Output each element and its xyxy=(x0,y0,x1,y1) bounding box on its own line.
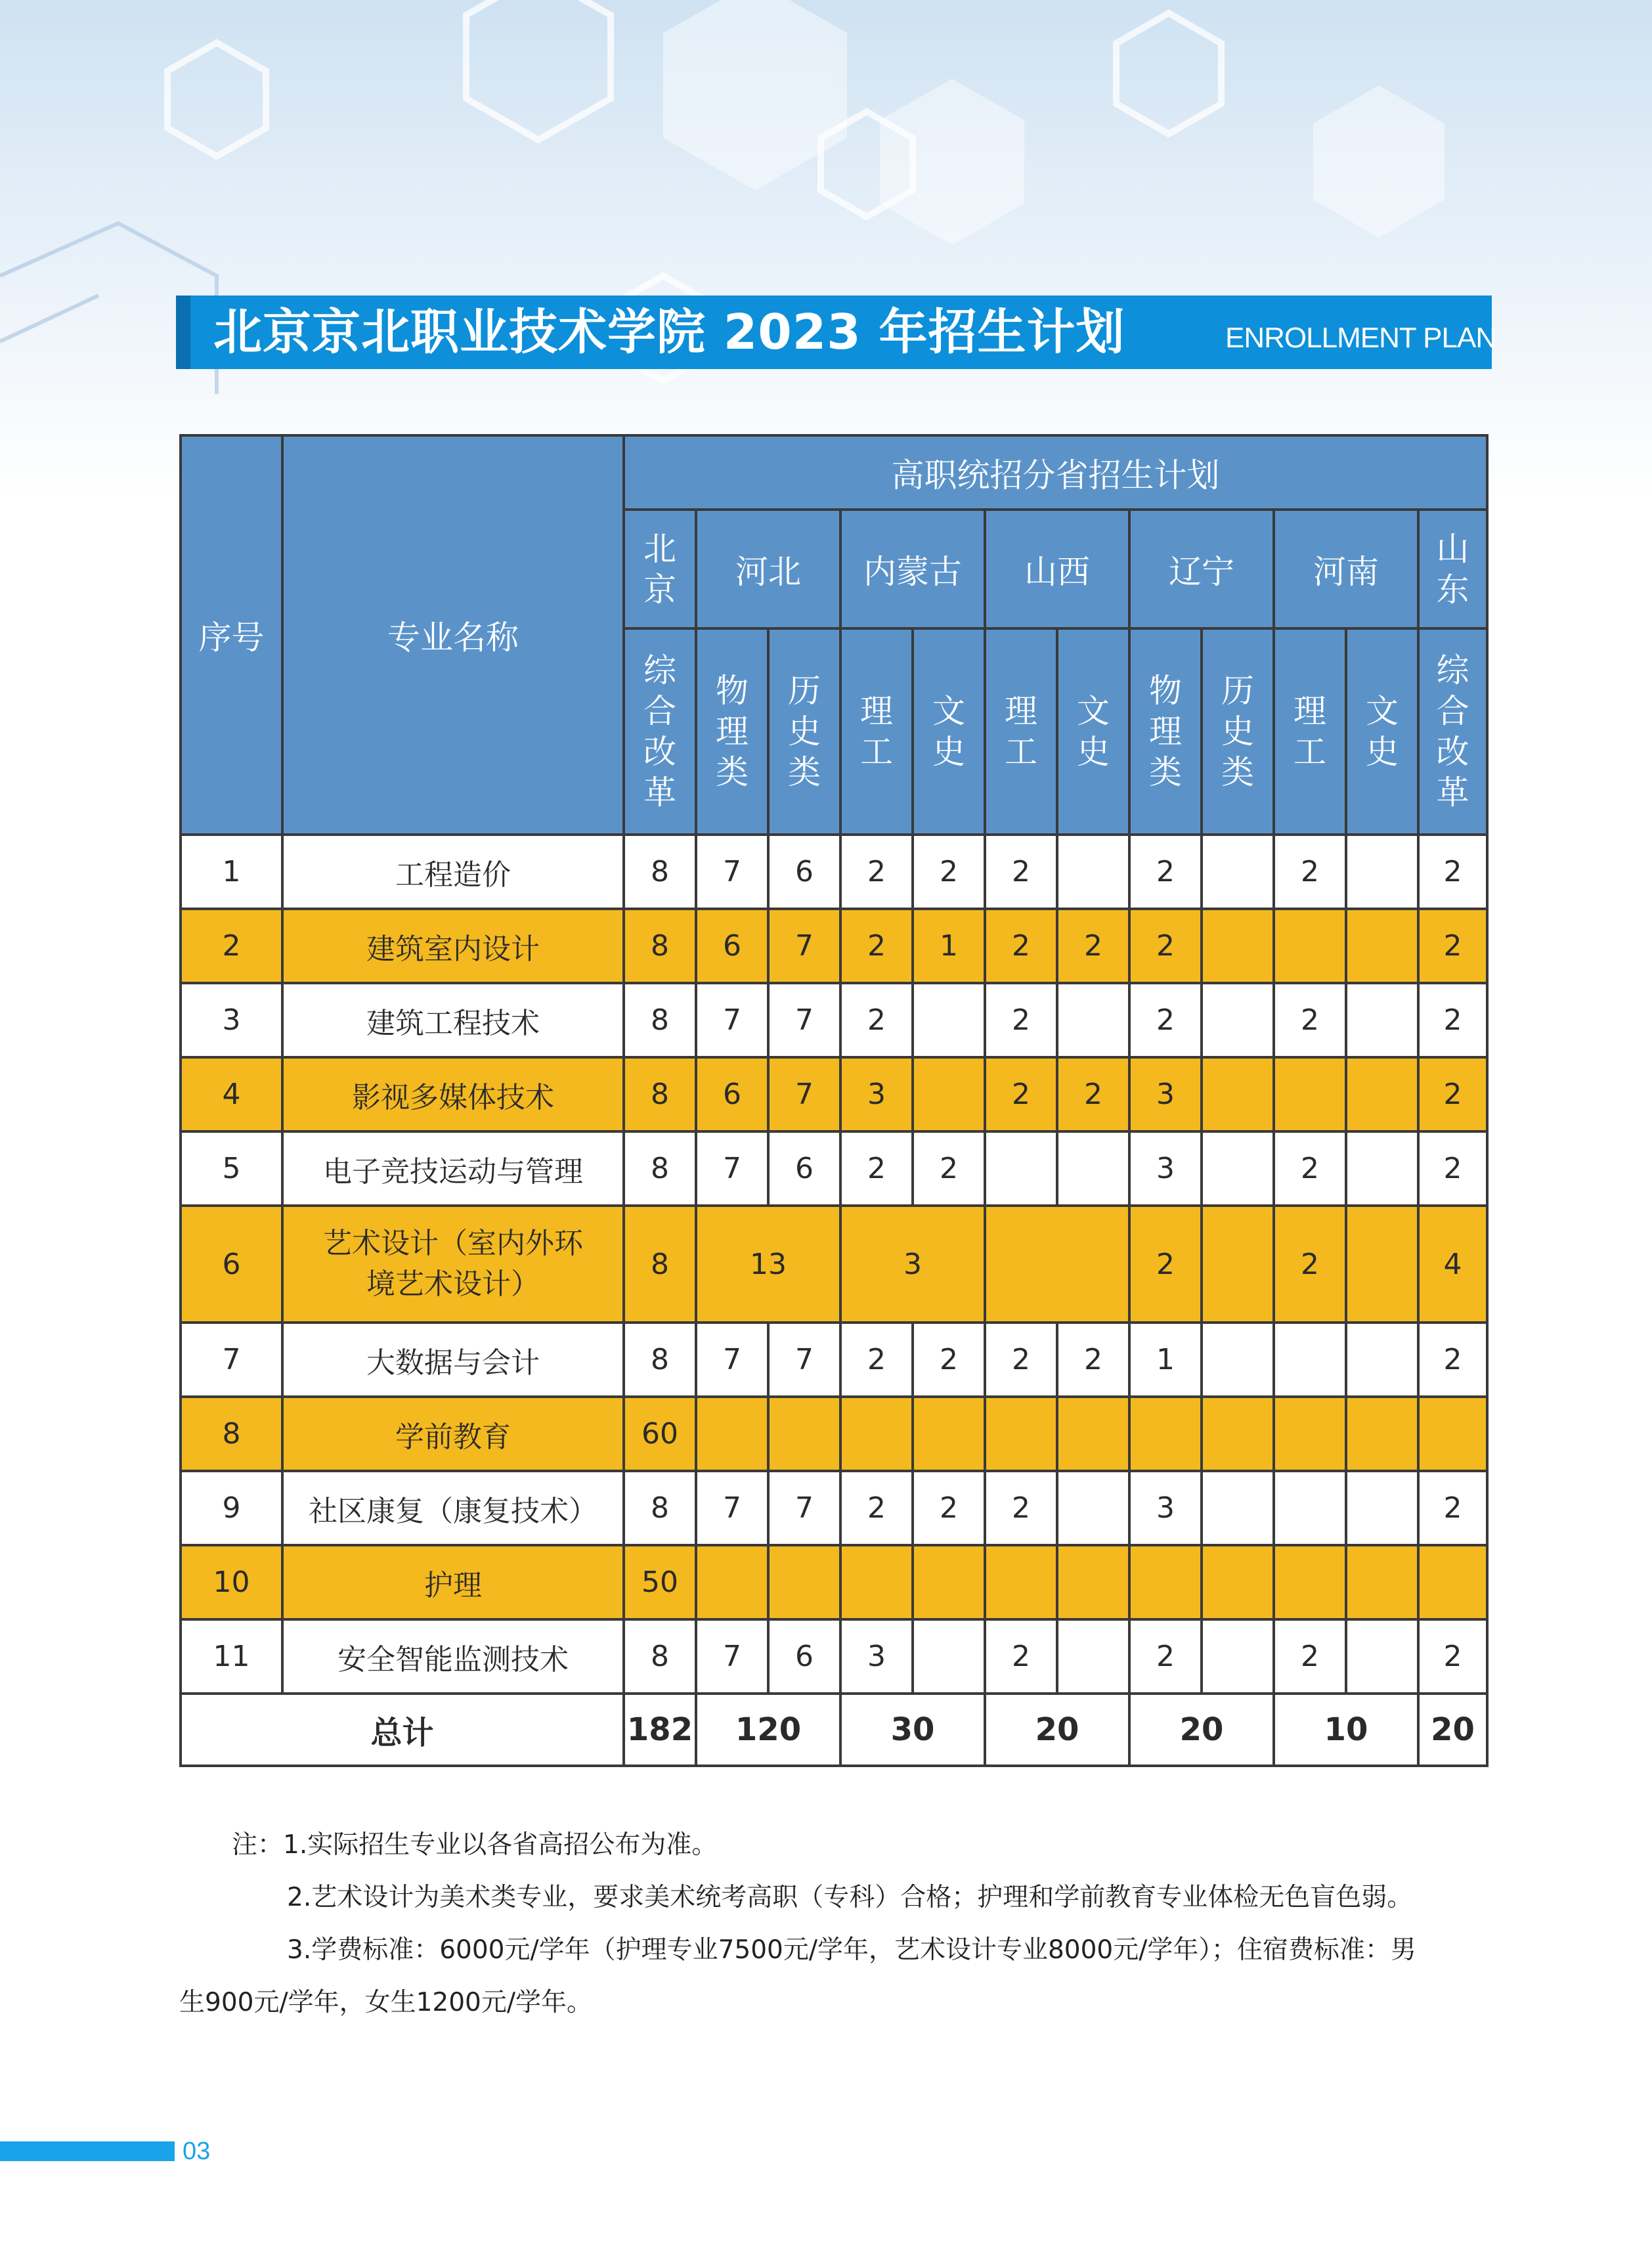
cell-value xyxy=(1346,1131,1418,1206)
cell-value xyxy=(1129,1545,1202,1619)
cell-value: 2 xyxy=(1129,1619,1202,1694)
cell-value: 8 xyxy=(624,1057,696,1131)
cell-value xyxy=(1202,1323,1274,1397)
vertical-char: 史 xyxy=(1366,733,1399,771)
cell-value xyxy=(768,1397,840,1471)
cell-value: 2 xyxy=(1274,1619,1346,1694)
cell-value xyxy=(840,1397,913,1471)
cell-value: 2 xyxy=(913,835,985,909)
cell-value: 8 xyxy=(624,1619,696,1694)
cell-value xyxy=(696,1397,768,1471)
header-subject xyxy=(985,628,1057,835)
cell-value xyxy=(913,983,985,1057)
header-subject xyxy=(624,628,696,835)
vertical-char: 综 xyxy=(643,651,676,690)
cell-major: 护理 xyxy=(282,1545,624,1619)
cell-seq: 3 xyxy=(181,983,282,1057)
cell-value xyxy=(1057,1471,1129,1545)
vertical-char: 理 xyxy=(1293,692,1326,730)
vertical-char: 理 xyxy=(716,712,749,751)
cell-value: 2 xyxy=(1129,835,1202,909)
cell-value: 2 xyxy=(840,835,913,909)
vertical-char: 改 xyxy=(643,733,676,771)
header-seq: 序号 xyxy=(181,435,282,835)
enrollment-table xyxy=(179,434,1489,1767)
cell-seq: 11 xyxy=(181,1619,282,1694)
header-province-liaoning: 辽宁 xyxy=(1129,510,1274,628)
total-value: 30 xyxy=(840,1694,985,1766)
cell-value: 3 xyxy=(1129,1131,1202,1206)
cell-value: 2 xyxy=(913,1471,985,1545)
cell-value: 7 xyxy=(768,1323,840,1397)
cell-value: 2 xyxy=(913,1323,985,1397)
vertical-char: 京 xyxy=(643,570,676,609)
vertical-char: 类 xyxy=(788,753,821,791)
cell-value: 8 xyxy=(624,909,696,983)
cell-value xyxy=(1418,1545,1487,1619)
table-row xyxy=(181,1397,1487,1471)
table-row xyxy=(181,1131,1487,1206)
cell-major: 影视多媒体技术 xyxy=(282,1057,624,1131)
vertical-char: 历 xyxy=(788,672,821,710)
cell-major: 安全智能监测技术 xyxy=(282,1619,624,1694)
cell-value: 50 xyxy=(624,1545,696,1619)
cell-major: 社区康复（康复技术） xyxy=(282,1471,624,1545)
header-province-beijing xyxy=(624,510,696,628)
header-subject xyxy=(1129,628,1202,835)
cell-value xyxy=(1129,1397,1202,1471)
vertical-text xyxy=(1347,691,1417,772)
cell-major-line: 艺术设计（室内外环 xyxy=(323,1227,583,1260)
cell-value xyxy=(1057,1619,1129,1694)
notes xyxy=(179,1819,1492,2029)
cell-value: 2 xyxy=(1418,835,1487,909)
cell-value: 2 xyxy=(840,1471,913,1545)
header-province-neimenggu: 内蒙古 xyxy=(840,510,985,628)
cell-value xyxy=(1418,1397,1487,1471)
table-row xyxy=(181,983,1487,1057)
page-number: 03 xyxy=(183,2137,211,2165)
vertical-char: 山 xyxy=(1436,529,1469,568)
cell-value xyxy=(1057,835,1129,909)
header-province-henan: 河南 xyxy=(1274,510,1418,628)
cell-value-merged: 13 xyxy=(696,1206,840,1323)
header-subject xyxy=(1057,628,1129,835)
cell-value: 2 xyxy=(1057,1323,1129,1397)
table-row xyxy=(181,1545,1487,1619)
vertical-char: 理 xyxy=(860,692,893,730)
cell-value: 2 xyxy=(1418,1323,1487,1397)
vertical-text xyxy=(625,650,695,813)
vertical-char: 文 xyxy=(1366,692,1399,730)
vertical-text xyxy=(986,691,1056,772)
vertical-char: 东 xyxy=(1436,570,1469,609)
vertical-char: 类 xyxy=(716,753,749,791)
cell-value: 2 xyxy=(1057,909,1129,983)
note-line: 注：1.实际招生专业以各省高招公布为准。 xyxy=(232,1830,718,1860)
cell-value xyxy=(1202,1131,1274,1206)
cell-value: 2 xyxy=(913,1131,985,1206)
total-value: 20 xyxy=(1129,1694,1274,1766)
table-row xyxy=(181,1057,1487,1131)
table-row xyxy=(181,1323,1487,1397)
vertical-char: 理 xyxy=(1149,712,1182,751)
cell-major-line: 境艺术设计） xyxy=(366,1267,540,1301)
cell-value xyxy=(1274,1323,1346,1397)
cell-value xyxy=(1346,1206,1418,1323)
vertical-char: 工 xyxy=(1293,733,1326,771)
vertical-text xyxy=(770,670,839,793)
vertical-char: 革 xyxy=(1436,774,1469,812)
cell-major xyxy=(282,1206,624,1323)
vertical-text xyxy=(914,691,984,772)
cell-value xyxy=(1202,835,1274,909)
header-subject xyxy=(913,628,985,835)
cell-value: 2 xyxy=(985,1323,1057,1397)
cell-value xyxy=(913,1397,985,1471)
cell-value xyxy=(1202,1057,1274,1131)
cell-major: 大数据与会计 xyxy=(282,1323,624,1397)
vertical-char: 北 xyxy=(643,529,676,568)
vertical-char: 合 xyxy=(1436,692,1469,730)
cell-value xyxy=(1202,1545,1274,1619)
table-total-row xyxy=(181,1694,1487,1766)
cell-value: 3 xyxy=(840,1057,913,1131)
cell-value xyxy=(1274,1397,1346,1471)
cell-value xyxy=(1057,1397,1129,1471)
total-value: 120 xyxy=(696,1694,840,1766)
cell-value xyxy=(1274,1057,1346,1131)
vertical-text xyxy=(1420,650,1486,813)
cell-value: 7 xyxy=(768,909,840,983)
cell-value: 2 xyxy=(1274,1206,1346,1323)
cell-value: 7 xyxy=(696,1323,768,1397)
header-province-shanxi: 山西 xyxy=(985,510,1129,628)
header-province-hebei: 河北 xyxy=(696,510,840,628)
header-subject xyxy=(1418,628,1487,835)
cell-value: 6 xyxy=(696,909,768,983)
vertical-char: 工 xyxy=(860,733,893,771)
page-title: 北京京北职业技术学院 2023 年招生计划 xyxy=(213,304,1125,361)
cell-value: 2 xyxy=(1418,1619,1487,1694)
cell-value xyxy=(1202,1206,1274,1323)
cell-value: 3 xyxy=(1129,1471,1202,1545)
cell-value: 2 xyxy=(985,1057,1057,1131)
cell-value: 1 xyxy=(1129,1323,1202,1397)
cell-seq: 5 xyxy=(181,1131,282,1206)
cell-value xyxy=(1346,1545,1418,1619)
cell-value: 7 xyxy=(696,1131,768,1206)
cell-value: 2 xyxy=(840,909,913,983)
cell-value: 7 xyxy=(768,1471,840,1545)
cell-value: 7 xyxy=(768,983,840,1057)
cell-value xyxy=(1057,983,1129,1057)
cell-value: 1 xyxy=(913,909,985,983)
total-value: 20 xyxy=(1418,1694,1487,1766)
header-group: 高职统招分省招生计划 xyxy=(624,435,1487,510)
cell-value xyxy=(985,1545,1057,1619)
cell-value: 8 xyxy=(624,1206,696,1323)
cell-seq: 2 xyxy=(181,909,282,983)
footer-bar xyxy=(0,2141,175,2161)
cell-value xyxy=(1202,1397,1274,1471)
vertical-char: 理 xyxy=(1005,692,1037,730)
cell-value: 2 xyxy=(1274,835,1346,909)
cell-value: 2 xyxy=(1129,909,1202,983)
header-subject xyxy=(1274,628,1346,835)
cell-value xyxy=(840,1545,913,1619)
header-subject xyxy=(1346,628,1418,835)
vertical-char: 合 xyxy=(643,692,676,730)
cell-value: 7 xyxy=(768,1057,840,1131)
cell-value xyxy=(696,1545,768,1619)
vertical-text xyxy=(1058,691,1128,772)
cell-value: 7 xyxy=(696,983,768,1057)
cell-value: 6 xyxy=(768,835,840,909)
header-major: 专业名称 xyxy=(282,435,624,835)
cell-value: 2 xyxy=(1057,1057,1129,1131)
cell-value: 2 xyxy=(985,1619,1057,1694)
cell-value xyxy=(1346,1057,1418,1131)
table-row xyxy=(181,909,1487,983)
cell-major: 电子竞技运动与管理 xyxy=(282,1131,624,1206)
total-value: 182 xyxy=(624,1694,696,1766)
cell-seq: 1 xyxy=(181,835,282,909)
cell-value: 2 xyxy=(985,983,1057,1057)
cell-value: 3 xyxy=(840,1619,913,1694)
header-subject xyxy=(840,628,913,835)
cell-value: 2 xyxy=(1274,1131,1346,1206)
cell-seq: 6 xyxy=(181,1206,282,1323)
cell-value: 2 xyxy=(985,909,1057,983)
cell-value: 2 xyxy=(840,1323,913,1397)
cell-value: 7 xyxy=(696,1619,768,1694)
vertical-char: 文 xyxy=(1077,692,1110,730)
cell-value xyxy=(768,1545,840,1619)
cell-value: 8 xyxy=(624,983,696,1057)
total-label: 总计 xyxy=(181,1694,624,1766)
cell-value: 2 xyxy=(1129,1206,1202,1323)
cell-value: 6 xyxy=(696,1057,768,1131)
vertical-text xyxy=(625,529,695,610)
total-value: 10 xyxy=(1274,1694,1418,1766)
cell-seq: 7 xyxy=(181,1323,282,1397)
header-subject xyxy=(696,628,768,835)
cell-seq: 8 xyxy=(181,1397,282,1471)
vertical-char: 物 xyxy=(716,672,749,710)
note-line: 生900元/学年，女生1200元/学年。 xyxy=(179,1988,592,2017)
cell-value: 2 xyxy=(1418,909,1487,983)
cell-value xyxy=(985,1397,1057,1471)
cell-value: 2 xyxy=(840,1131,913,1206)
cell-value xyxy=(1057,1131,1129,1206)
vertical-char: 史 xyxy=(1221,712,1254,751)
cell-value xyxy=(1202,1471,1274,1545)
vertical-char: 综 xyxy=(1436,651,1469,690)
cell-value xyxy=(1346,835,1418,909)
cell-value: 2 xyxy=(1418,983,1487,1057)
table-row xyxy=(181,1619,1487,1694)
cell-value: 8 xyxy=(624,1131,696,1206)
cell-major: 学前教育 xyxy=(282,1397,624,1471)
vertical-char: 改 xyxy=(1436,733,1469,771)
cell-value xyxy=(1346,1619,1418,1694)
cell-value: 60 xyxy=(624,1397,696,1471)
cell-value: 2 xyxy=(1418,1471,1487,1545)
cell-value xyxy=(1274,909,1346,983)
vertical-char: 史 xyxy=(788,712,821,751)
cell-value xyxy=(985,1131,1057,1206)
vertical-text xyxy=(1275,691,1345,772)
cell-value: 3 xyxy=(1129,1057,1202,1131)
note-line: 3.学费标准：6000元/学年（护理专业7500元/学年，艺术设计专业8000元/学年）；住宿费标准：男 xyxy=(287,1935,1416,1965)
vertical-text xyxy=(842,691,911,772)
vertical-text xyxy=(697,670,767,793)
vertical-char: 史 xyxy=(932,733,965,771)
cell-value xyxy=(1202,983,1274,1057)
vertical-char: 革 xyxy=(643,774,676,812)
cell-value: 2 xyxy=(840,983,913,1057)
vertical-char: 类 xyxy=(1149,753,1182,791)
cell-major: 建筑工程技术 xyxy=(282,983,624,1057)
cell-value: 2 xyxy=(1274,983,1346,1057)
table-row xyxy=(181,1471,1487,1545)
cell-value: 7 xyxy=(696,835,768,909)
cell-major: 建筑室内设计 xyxy=(282,909,624,983)
hexagon-decoration-icon xyxy=(0,0,1652,499)
cell-value xyxy=(1202,909,1274,983)
cell-value xyxy=(913,1545,985,1619)
cell-value xyxy=(1346,1323,1418,1397)
cell-value-merged xyxy=(985,1206,1129,1323)
cell-seq: 4 xyxy=(181,1057,282,1131)
vertical-char: 类 xyxy=(1221,753,1254,791)
vertical-text xyxy=(1420,529,1486,610)
cell-value: 2 xyxy=(1418,1131,1487,1206)
cell-value: 6 xyxy=(768,1131,840,1206)
cell-value xyxy=(1346,909,1418,983)
header-subject xyxy=(1202,628,1274,835)
vertical-char: 历 xyxy=(1221,672,1254,710)
cell-value xyxy=(1057,1545,1129,1619)
cell-value xyxy=(913,1619,985,1694)
cell-value xyxy=(1202,1619,1274,1694)
cell-value: 8 xyxy=(624,835,696,909)
header-province-shandong xyxy=(1418,510,1487,628)
cell-value: 6 xyxy=(768,1619,840,1694)
cell-value xyxy=(1274,1471,1346,1545)
cell-value xyxy=(1346,1471,1418,1545)
cell-seq: 10 xyxy=(181,1545,282,1619)
cell-value xyxy=(1274,1545,1346,1619)
header-subject xyxy=(768,628,840,835)
cell-value: 2 xyxy=(985,835,1057,909)
note-line: 2.艺术设计为美术类专业，要求美术统考高职（专科）合格；护理和学前教育专业体检无色盲色弱。 xyxy=(287,1883,1413,1912)
vertical-char: 物 xyxy=(1149,672,1182,710)
cell-value xyxy=(1346,1397,1418,1471)
cell-value xyxy=(913,1057,985,1131)
total-value: 20 xyxy=(985,1694,1129,1766)
title-accent xyxy=(176,296,190,369)
cell-value: 7 xyxy=(696,1471,768,1545)
cell-value: 4 xyxy=(1418,1206,1487,1323)
vertical-text xyxy=(1131,670,1200,793)
cell-major: 工程造价 xyxy=(282,835,624,909)
vertical-char: 工 xyxy=(1005,733,1037,771)
vertical-char: 史 xyxy=(1077,733,1110,771)
cell-value: 2 xyxy=(1418,1057,1487,1131)
cell-value-merged: 3 xyxy=(840,1206,985,1323)
page-subtitle: ENROLLMENT PLAN xyxy=(1225,322,1496,354)
cell-value xyxy=(1346,983,1418,1057)
cell-value: 8 xyxy=(624,1323,696,1397)
cell-seq: 9 xyxy=(181,1471,282,1545)
cell-value: 2 xyxy=(1129,983,1202,1057)
vertical-char: 文 xyxy=(932,692,965,730)
cell-value: 2 xyxy=(985,1471,1057,1545)
table-row xyxy=(181,835,1487,909)
vertical-text xyxy=(1203,670,1272,793)
cell-value: 8 xyxy=(624,1471,696,1545)
table-row xyxy=(181,1206,1487,1323)
